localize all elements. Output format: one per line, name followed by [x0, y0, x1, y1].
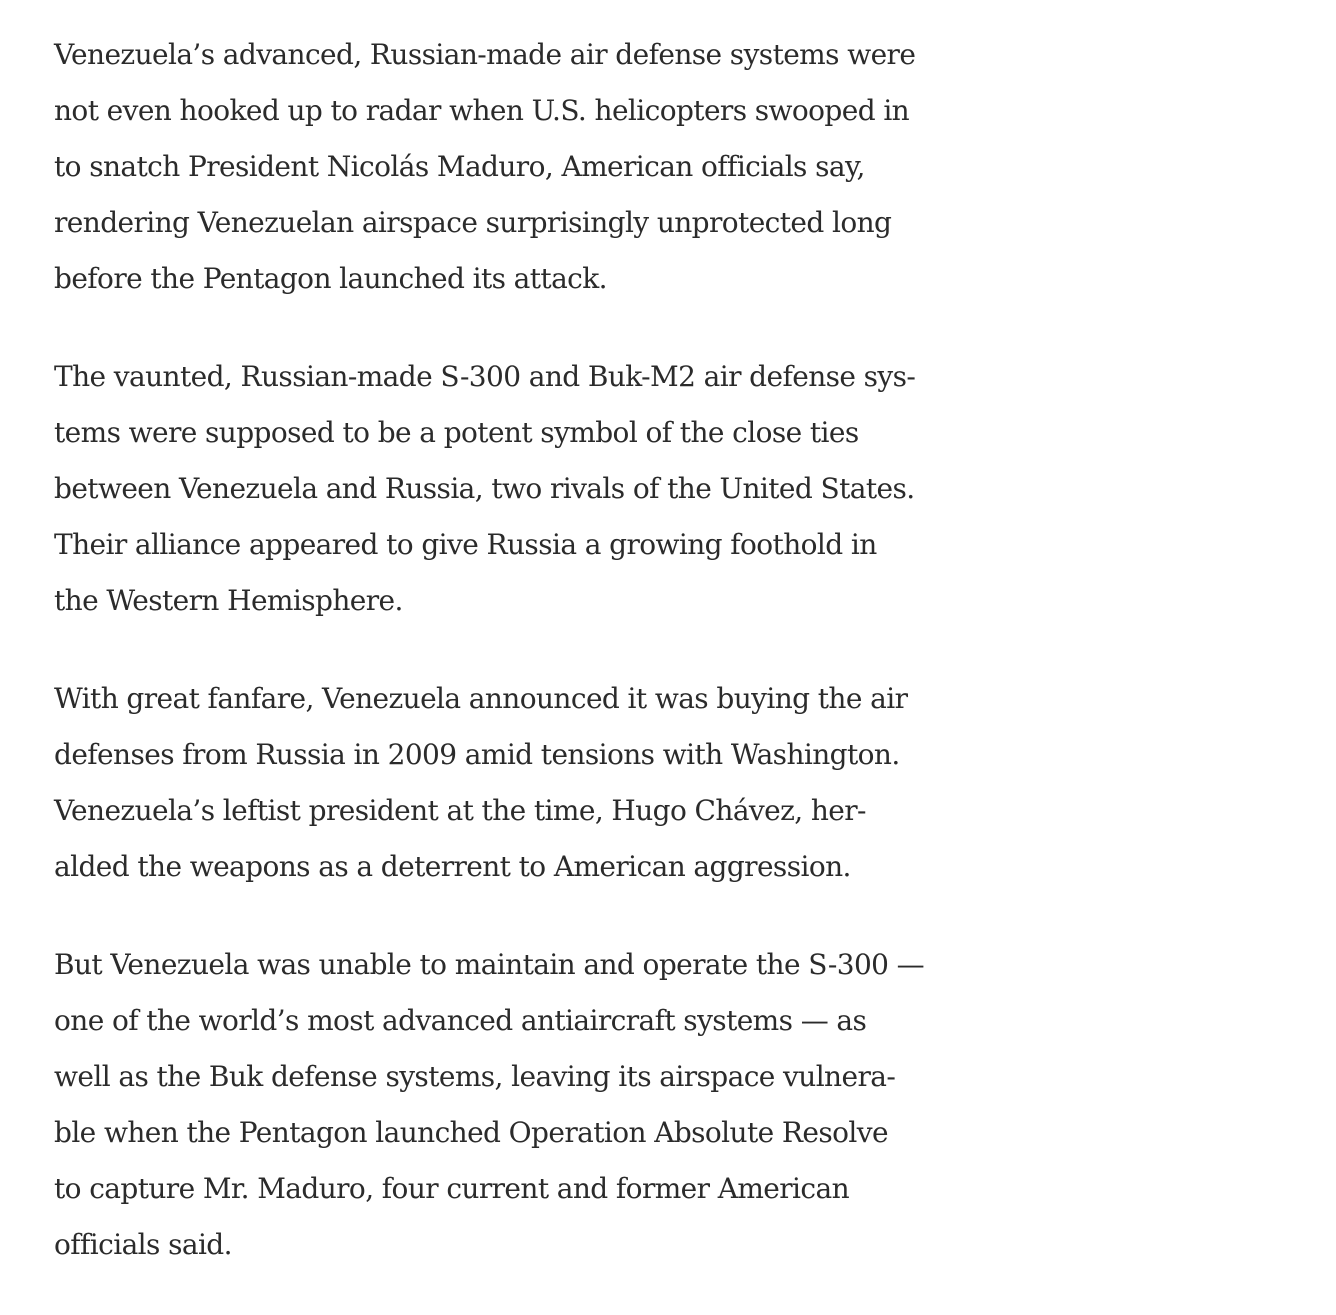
text-line: well as the Buk defense systems, leaving its airspace vulnera-	[54, 1060, 896, 1093]
text-line: But Venezuela was unable to maintain and operate the S-300 —	[54, 948, 925, 981]
text-line: rendering Venezuelan airspace surprisingly unprotected long	[54, 206, 892, 239]
text-line: alded the weapons as a deterrent to American aggression.	[54, 850, 851, 883]
text-line: Venezuela’s advanced, Russian-made air defense systems were	[54, 38, 916, 71]
text-line: to capture Mr. Maduro, four current and former American	[54, 1172, 850, 1205]
text-line: Venezuela’s leftist president at the time, Hugo Chávez, her-	[54, 794, 866, 827]
paragraph-3	[54, 671, 1294, 895]
paragraph-1	[54, 27, 1294, 307]
text-line: between Venezuela and Russia, two rivals of the United States.	[54, 472, 915, 505]
text-line: Their alliance appeared to give Russia a growing foothold in	[54, 528, 877, 561]
text-line: to snatch President Nicolás Maduro, American officials say,	[54, 150, 865, 183]
text-line: ble when the Pentagon launched Operation Absolute Resolve	[54, 1116, 888, 1149]
text-line: not even hooked up to radar when U.S. helicopters swooped in	[54, 94, 910, 127]
paragraph-2	[54, 349, 1294, 629]
article-body	[54, 27, 1294, 1315]
text-line: the Western Hemisphere.	[54, 584, 403, 617]
text-line: officials said.	[54, 1228, 232, 1261]
text-line: tems were supposed to be a potent symbol of the close ties	[54, 416, 859, 449]
text-line: With great fanfare, Venezuela announced it was buying the air	[54, 682, 908, 715]
paragraph-4	[54, 937, 1294, 1273]
text-line: defenses from Russia in 2009 amid tensions with Washington.	[54, 738, 900, 771]
text-line: before the Pentagon launched its attack.	[54, 262, 607, 295]
text-line: one of the world’s most advanced antiaircraft systems — as	[54, 1004, 867, 1037]
text-line: The vaunted, Russian-made S-300 and Buk-M2 air defense sys-	[54, 360, 916, 393]
